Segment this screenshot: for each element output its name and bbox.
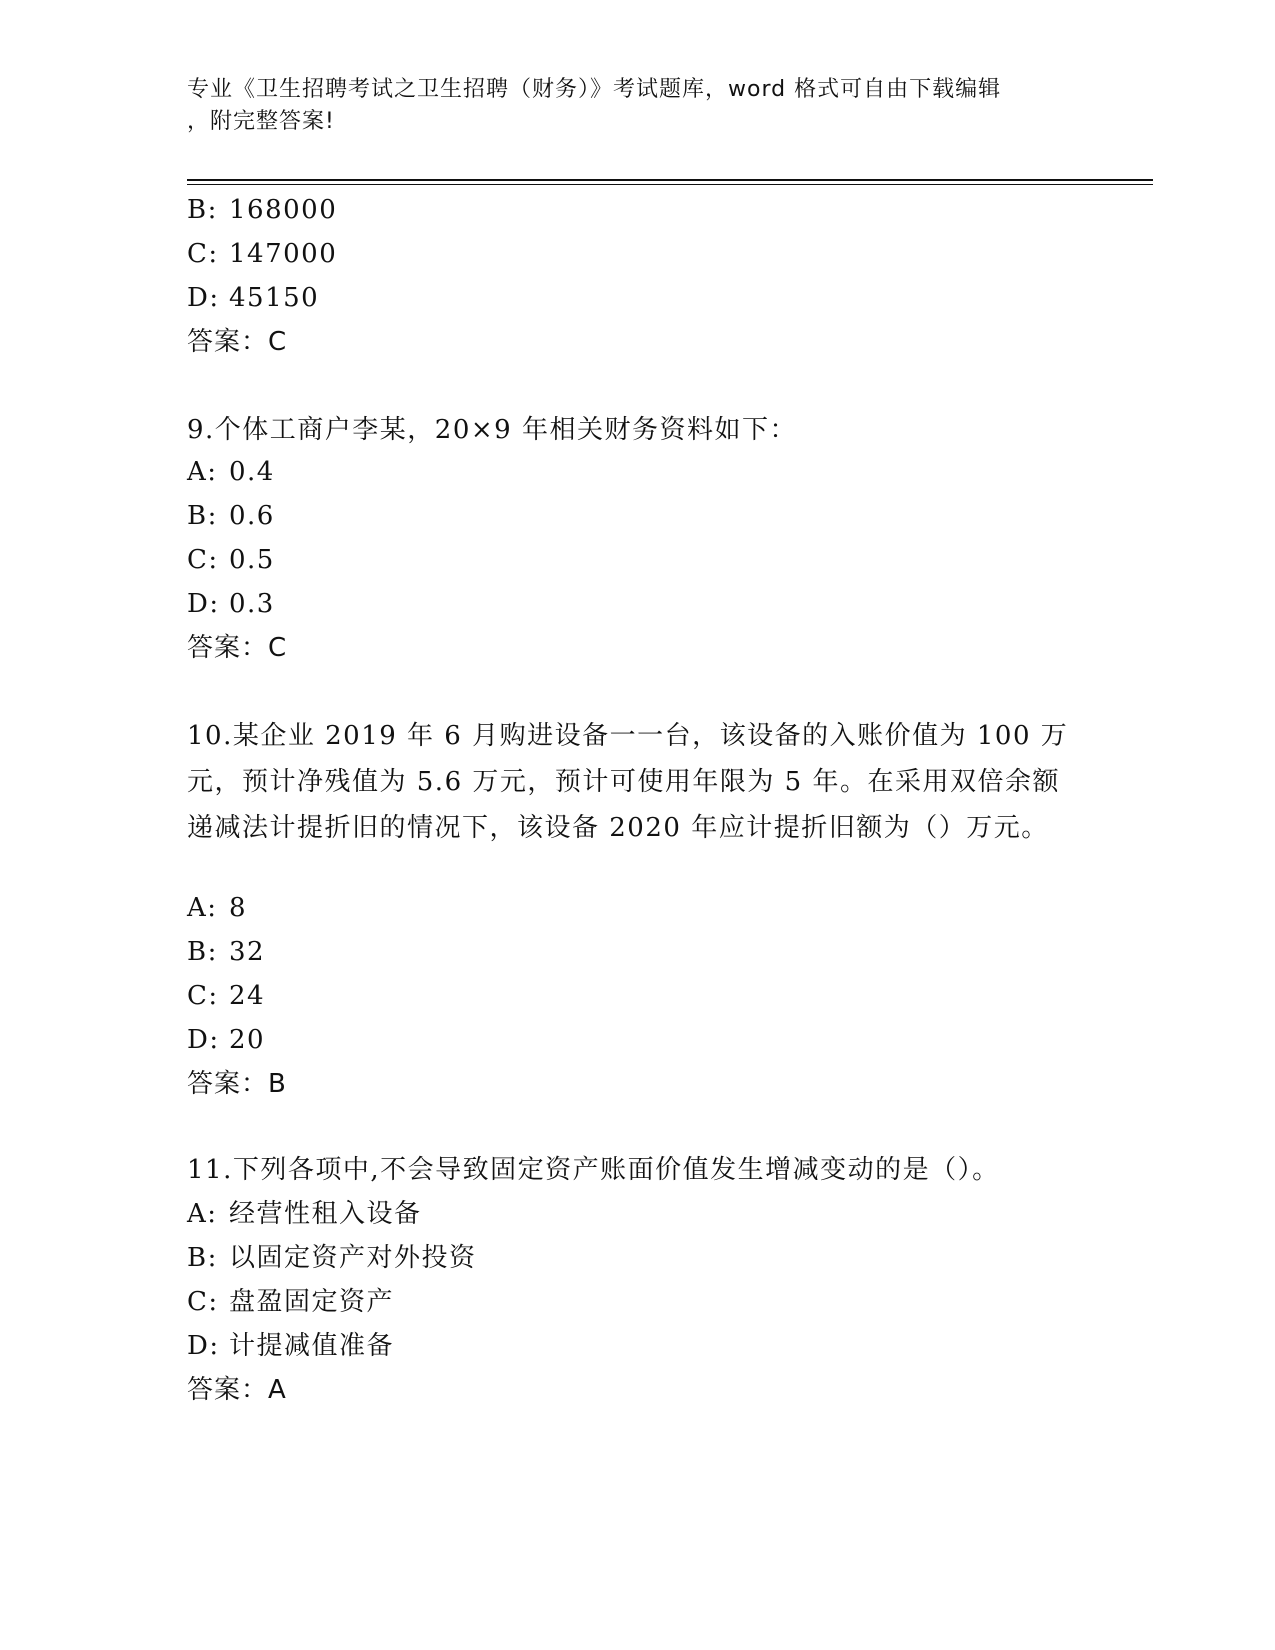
q11-option-c <box>187 1285 394 1319</box>
q9-option-b <box>187 499 275 533</box>
q9-option-a <box>187 455 275 489</box>
option-text: 以固定资产对外投资 <box>229 1243 477 1273</box>
q11-option-a <box>187 1197 422 1231</box>
header-line-1: 专业《卫生招聘考试之卫生招聘（财务）》考试题库，word 格式可自由下载编辑 <box>187 77 1002 102</box>
q8-option-b <box>187 193 337 227</box>
option-label: A: <box>187 893 218 923</box>
option-text: 盘盈固定资产 <box>229 1287 395 1317</box>
q10-option-d <box>187 1023 265 1057</box>
option-text: 0.5 <box>229 545 275 575</box>
option-label: C: <box>187 1287 219 1317</box>
option-text: 20 <box>229 1025 266 1055</box>
option-label: B: <box>187 195 218 225</box>
option-label: A: <box>187 1199 218 1229</box>
option-label: B: <box>187 501 218 531</box>
q10-stem: 10.某企业 2019 年 6 月购进设备一一台，该设备的入账价值为 100 万元，预计净残值为 5.6 万元，预计可使用年限为 5 年。在采用双倍余额递减法计提折旧的情况下，该设备 2020 年应计提折旧额为（）万元。 <box>187 721 1069 843</box>
q10-option-b <box>187 935 265 969</box>
option-text: 0.3 <box>229 589 275 619</box>
option-label: C: <box>187 981 219 1011</box>
option-label: D: <box>187 283 220 313</box>
q9-answer: 答案：C <box>187 633 288 663</box>
q11-answer: 答案：A <box>187 1375 287 1405</box>
page-header <box>187 74 1067 138</box>
option-label: D: <box>187 1331 220 1361</box>
option-label: B: <box>187 937 218 967</box>
q9-stem: 9.个体工商户李某，20×9 年相关财务资料如下： <box>187 415 797 445</box>
q11-option-d <box>187 1329 394 1363</box>
option-text: 8 <box>229 893 248 923</box>
q11-stem: 11.下列各项中,不会导致固定资产账面价值发生增减变动的是（）。 <box>187 1155 1000 1185</box>
q10-option-c <box>187 979 265 1013</box>
header-rule-thin <box>187 184 1153 185</box>
q8-option-c <box>187 237 337 271</box>
option-text: 经营性租入设备 <box>229 1199 422 1229</box>
option-text: 0.6 <box>229 501 275 531</box>
header-rule-thick <box>187 179 1153 181</box>
q8-option-d <box>187 281 319 315</box>
option-label: A: <box>187 457 218 487</box>
q11-option-b <box>187 1241 477 1275</box>
q9-option-d <box>187 587 275 621</box>
option-label: D: <box>187 1025 220 1055</box>
q8-answer: 答案：C <box>187 327 288 357</box>
option-text: 计提减值准备 <box>229 1331 395 1361</box>
option-text: 45150 <box>229 283 320 313</box>
q9-option-c <box>187 543 275 577</box>
option-label: D: <box>187 589 220 619</box>
option-text: 0.4 <box>229 457 275 487</box>
option-label: B: <box>187 1243 218 1273</box>
option-text: 24 <box>229 981 266 1011</box>
header-line-2: ，附完整答案! <box>187 109 335 134</box>
option-label: C: <box>187 239 219 269</box>
q10-answer: 答案：B <box>187 1069 287 1099</box>
option-text: 32 <box>229 937 266 967</box>
option-text: 168000 <box>229 195 338 225</box>
option-label: C: <box>187 545 219 575</box>
q10-option-a <box>187 891 247 925</box>
option-text: 147000 <box>229 239 338 269</box>
